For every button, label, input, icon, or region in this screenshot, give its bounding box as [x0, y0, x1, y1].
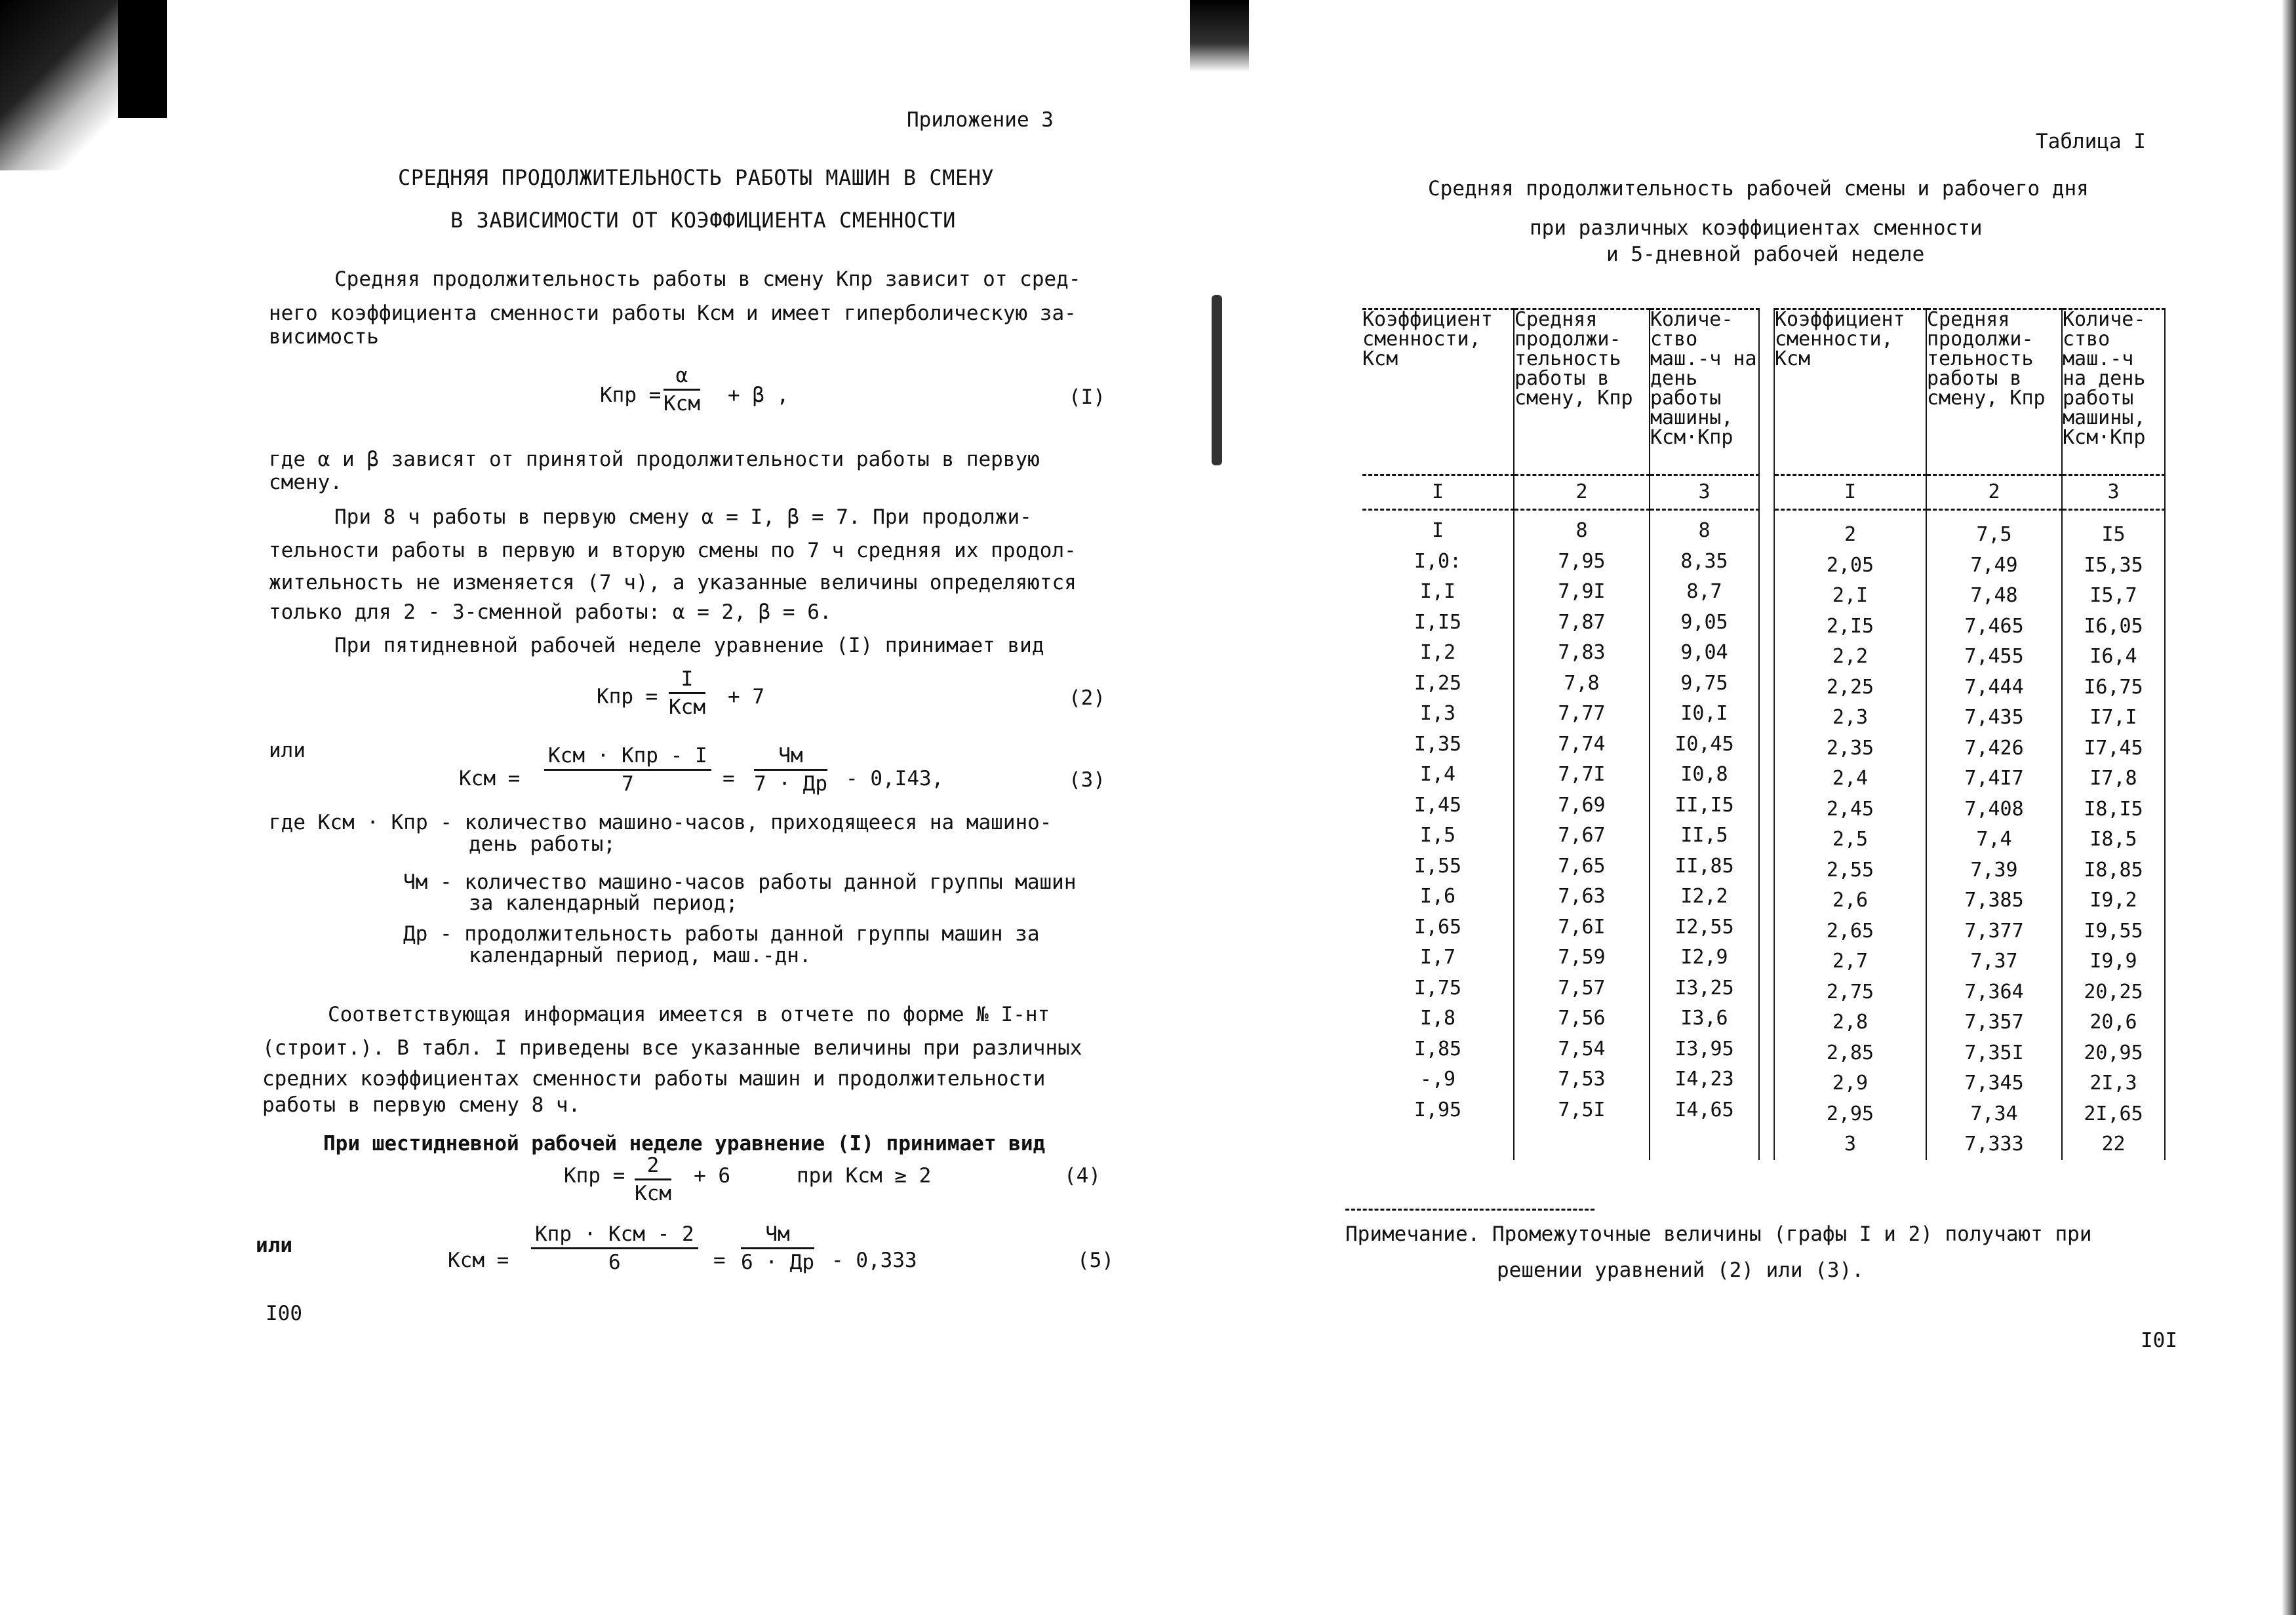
table-cell: I6,4	[2089, 645, 2137, 668]
page-number-left: I00	[266, 1302, 302, 1325]
table-cell: I,3	[1419, 702, 1456, 725]
paragraph-1-line-1: Средняя продолжительность работы в смену Кпр зависит от сред-	[334, 267, 1081, 291]
table-cell: I9,9	[2089, 950, 2137, 973]
paragraph-5-line-2: (строит.). В табл. I приведены все указанные величины при различных	[262, 1036, 1082, 1060]
table-cell: 7,8	[1564, 671, 1600, 695]
paragraph-3-line-3: жительность не изменяется (7 ч), а указанные величины определяются	[269, 571, 1077, 594]
formula-5-rest: - 0,333	[831, 1249, 917, 1272]
paragraph-5-line-3: средних коэффициентах сменности работы машин и продолжительности	[262, 1067, 1046, 1091]
binding-mark	[1212, 295, 1222, 465]
formula-3-denominator-2: 7 · Др	[754, 772, 827, 796]
formula-1-numerator: α	[663, 364, 700, 391]
col-number: 3	[1650, 475, 1759, 510]
formula-3-numerator-2: Чм	[754, 744, 827, 771]
definition-3-line-1: Др - продолжительность работы данной группы машин за	[403, 922, 1040, 946]
definition-2-line-2: за календарный период;	[469, 891, 738, 915]
formula-1-rest: + β ,	[728, 383, 789, 407]
table-cell: I	[1431, 519, 1444, 542]
table-cell: 7,4I7	[1964, 767, 2024, 790]
table-cell: II,85	[1674, 854, 1734, 878]
table-cell: I,7	[1419, 946, 1456, 969]
header-hours-2: Количе- ство маш.-ч на день работы машины, Ксм·Кпр	[2062, 309, 2165, 475]
paragraph-3-line-4: только для 2 - 3-сменной работы: α = 2, β = 6.	[269, 600, 832, 624]
table-cell: I8,I5	[2084, 797, 2143, 821]
header-coef-2: Коэффициент сменности, Ксм	[1774, 309, 1927, 475]
table-cell: I2,9	[1680, 946, 1728, 969]
paragraph-1-line-3: висимость	[269, 325, 379, 349]
formula-3-denominator-1: 7	[621, 772, 634, 796]
table-cell: I5,7	[2089, 584, 2137, 607]
table-cell: 2,25	[1826, 675, 1874, 699]
table-label: Таблица I	[2036, 130, 2146, 153]
table-cell: I,2	[1419, 641, 1456, 664]
right-page	[1285, 0, 2295, 1615]
formula-2-numerator: I	[669, 667, 705, 694]
table-cell: I,35	[1414, 732, 1462, 756]
table-cell: 2,I5	[1826, 614, 1874, 638]
table-cell: 2,6	[1832, 889, 1869, 912]
table-cell: I,85	[1414, 1037, 1462, 1060]
formula-5-numerator-1: Кпр · Ксм - 2	[531, 1222, 698, 1249]
table-cell: I,75	[1414, 976, 1462, 1000]
table-cell: I5,35	[2084, 553, 2143, 577]
table-cell: 20,6	[2089, 1011, 2137, 1034]
table-cell: 7,56	[1558, 1007, 1606, 1030]
table-cell: II,5	[1680, 824, 1728, 847]
table-cell: 9,04	[1680, 641, 1728, 664]
formula-3-fraction-2	[754, 744, 827, 796]
table-cell: 7,408	[1964, 797, 2024, 821]
table-cell: I5	[2101, 523, 2126, 546]
formula-3-fraction-1	[544, 744, 711, 796]
formula-5-lhs: Ксм =	[448, 1249, 509, 1272]
column-coef-1	[1362, 510, 1514, 1160]
column-duration-1	[1514, 510, 1650, 1160]
table-cell: 7,377	[1964, 919, 2024, 943]
table-cell: I8,85	[2084, 858, 2143, 882]
paragraph-5-line-4: работы в первую смену 8 ч.	[262, 1093, 581, 1117]
formula-5-numerator-2: Чм	[741, 1222, 814, 1249]
table-cell: 2,4	[1832, 767, 1869, 790]
col-number: 3	[2062, 475, 2165, 510]
table-cell: I4,23	[1674, 1068, 1734, 1091]
table-cell: 8	[1575, 519, 1588, 542]
table-cell: 2,2	[1832, 645, 1869, 668]
column-coef-2	[1774, 510, 1927, 1160]
table-cell: 7,83	[1558, 641, 1606, 664]
formula-3-rest: - 0,I43,	[846, 767, 944, 790]
table-cell: 8	[1698, 519, 1711, 542]
table-cell: 7,59	[1558, 946, 1606, 969]
table-body	[1362, 510, 2165, 1160]
table-cell: 7,435	[1964, 706, 2024, 729]
table-cell: 7,9I	[1558, 580, 1606, 603]
definition-3-line-2: календарный период, маш.-дн.	[469, 944, 812, 967]
table-cell: 7,87	[1558, 610, 1606, 634]
table-cell: 7,49	[1970, 553, 2018, 577]
paragraph-5-line-1: Соответствующая информация имеется в отчете по форме № I-нт	[328, 1003, 1050, 1026]
formula-2-fraction	[669, 667, 705, 719]
formula-2-denominator: Ксм	[669, 695, 705, 719]
table-cell: 2,95	[1826, 1102, 1874, 1125]
paragraph-3-line-2: тельности работы в первую и вторую смены по 7 ч средняя их продол-	[269, 539, 1077, 562]
table-cell: 2I,3	[2089, 1072, 2137, 1095]
table-cell: 2,35	[1826, 736, 1874, 760]
table-cell: I9,55	[2084, 919, 2143, 943]
table-cell: 7,74	[1558, 732, 1606, 756]
table-cell: 7,426	[1964, 736, 2024, 760]
table-cell: 7,5I	[1558, 1098, 1606, 1121]
page-title-line-1: СРЕДНЯЯ ПРОДОЛЖИТЕЛЬНОСТЬ РАБОТЫ МАШИН В СМЕНУ	[398, 165, 995, 190]
col-number: I	[1362, 475, 1514, 510]
formula-4-fraction	[635, 1154, 671, 1205]
definition-1-line-1: где Ксм · Кпр - количество машино-часов, приходящееся на машино-	[269, 811, 1052, 834]
formula-5-fraction-2	[741, 1222, 814, 1274]
appendix-label: Приложение 3	[907, 108, 1054, 132]
note-separator	[1345, 1209, 1594, 1211]
table-cell: I9,2	[2089, 889, 2137, 912]
table-cell: 2,7	[1832, 950, 1869, 973]
table-cell: 7,444	[1964, 675, 2024, 699]
table-cell: 3	[1844, 1133, 1857, 1156]
header-duration-1: Средняя продолжи- тельность работы в смену, Кпр	[1514, 309, 1650, 475]
formula-1-denominator: Ксм	[663, 392, 700, 416]
table-cell: 2,8	[1832, 1011, 1869, 1034]
table-cell: I,65	[1414, 915, 1462, 939]
table-cell: I0,I	[1680, 702, 1728, 725]
table-cell: 2,9	[1832, 1072, 1869, 1095]
table-cell: I3,95	[1674, 1037, 1734, 1060]
formula-5-fraction-1	[531, 1222, 698, 1274]
table-cell: I3,25	[1674, 976, 1734, 1000]
paragraph-4-line-1: При пятидневной рабочей неделе уравнение (I) принимает вид	[334, 634, 1044, 657]
table-cell: 7,48	[1970, 584, 2018, 607]
table-cell: 7,54	[1558, 1037, 1606, 1060]
table-title-line-3: и 5-дневной рабочей неделе	[1606, 243, 1925, 266]
table-cell: I,45	[1414, 793, 1462, 817]
table-cell: I8,5	[2089, 828, 2137, 851]
note-line-2: решении уравнений (2) или (3).	[1497, 1258, 1864, 1282]
table-cell: 20,25	[2084, 980, 2143, 1003]
table-cell: 2,65	[1826, 919, 1874, 943]
table-cell: 8,7	[1686, 580, 1722, 603]
table-cell: 7,5	[1976, 523, 2012, 546]
data-table	[1362, 308, 2166, 1160]
table-cell: I7,I	[2089, 706, 2137, 729]
formula-2-lhs: Кпр =	[597, 685, 658, 709]
scan-shadow-left-strip	[118, 0, 167, 118]
table-cell: I2,2	[1680, 885, 1728, 908]
table-cell: 2	[1844, 523, 1857, 546]
table-cell: 7,95	[1558, 549, 1606, 573]
formula-5-denominator-2: 6 · Др	[741, 1251, 814, 1274]
table-cell: -,9	[1419, 1068, 1456, 1091]
table-cell: 7,63	[1558, 885, 1606, 908]
formula-4-rest: + 6	[694, 1164, 730, 1188]
table-cell: I,4	[1419, 763, 1456, 786]
formula-4-lhs: Кпр =	[564, 1164, 625, 1188]
formula-4-number: (4)	[1064, 1164, 1101, 1188]
table-cell: 7,385	[1964, 889, 2024, 912]
definition-2-line-1: Чм - количество машино-часов работы данной группы машин	[403, 870, 1077, 894]
formula-4-condition: при Ксм ≥ 2	[797, 1164, 932, 1188]
column-hours-2	[2062, 510, 2165, 1160]
table-cell: 7,67	[1558, 824, 1606, 847]
formula-1-lhs: Кпр =	[600, 383, 662, 407]
formula-3-lhs: Ксм =	[459, 767, 521, 790]
formula-3-equals: =	[722, 767, 735, 790]
or-label-2: или	[256, 1234, 292, 1257]
table-cell: 2,55	[1826, 858, 1874, 882]
col-number: I	[1774, 475, 1927, 510]
table-cell: 2,75	[1826, 980, 1874, 1003]
table-divider	[1759, 309, 1774, 475]
table-cell: 7,357	[1964, 1011, 2024, 1034]
formula-1-fraction	[663, 364, 700, 416]
formula-4-numerator: 2	[635, 1154, 671, 1180]
or-label-1: или	[269, 739, 306, 762]
table-cell: 9,05	[1680, 610, 1728, 634]
table-cell: I3,6	[1680, 1007, 1728, 1030]
table-cell: 7,6I	[1558, 915, 1606, 939]
table-cell: I,55	[1414, 854, 1462, 878]
scan-shadow-spine	[1190, 0, 1249, 72]
table-cell: 7,455	[1964, 645, 2024, 668]
table-cell: 7,345	[1964, 1072, 2024, 1095]
table-cell: I6,05	[2084, 614, 2143, 638]
table-cell: 7,53	[1558, 1068, 1606, 1091]
table-cell: 2I,65	[2084, 1102, 2143, 1125]
header-coef-1: Коэффициент сменности, Ксм	[1362, 309, 1514, 475]
table-cell: 2,45	[1826, 797, 1874, 821]
table-divider	[1759, 510, 1774, 1160]
left-page	[164, 0, 1174, 1615]
formula-2-number: (2)	[1069, 686, 1105, 710]
paragraph-1-line-2: него коэффициента сменности работы Ксм и имеет гиперболическую за-	[269, 302, 1077, 325]
table-cell: I7,45	[2084, 736, 2143, 760]
col-number: 2	[1926, 475, 2062, 510]
table-cell: 22	[2101, 1133, 2126, 1156]
table-cell: 2,5	[1832, 828, 1869, 851]
table-cell: 7,364	[1964, 980, 2024, 1003]
table-title-line-2: при различных коэффициентах сменности	[1530, 216, 1983, 240]
table-cell: 2,I	[1832, 584, 1869, 607]
paragraph-3-line-1: При 8 ч работы в первую смену α = I, β = 7. При продолжи-	[334, 505, 1032, 529]
paragraph-2-line-1: где α и β зависят от принятой продолжительности работы в первую	[269, 448, 1040, 471]
formula-5-denominator-1: 6	[608, 1251, 621, 1274]
table-cell: I,25	[1414, 671, 1462, 695]
table-cell: 7,465	[1964, 614, 2024, 638]
table-cell: I,8	[1419, 1007, 1456, 1030]
formula-5-equals: =	[713, 1249, 726, 1272]
table-cell: I0,8	[1680, 763, 1728, 786]
table-cell: 7,333	[1964, 1133, 2024, 1156]
table-cell: 2,05	[1826, 553, 1874, 577]
table-cell: I6,75	[2084, 675, 2143, 699]
formula-3-numerator-1: Ксм · Кпр - I	[544, 744, 711, 771]
table-cell: I7,8	[2089, 767, 2137, 790]
formula-2-rest: + 7	[728, 685, 764, 709]
table-cell: I,5	[1419, 824, 1456, 847]
table-cell: 7,4	[1976, 828, 2012, 851]
table-cell: 7,69	[1558, 793, 1606, 817]
table-cell: I,95	[1414, 1098, 1462, 1121]
paragraph-2-line-2: смену.	[269, 471, 342, 494]
page-title-line-2: В ЗАВИСИМОСТИ ОТ КОЭФФИЦИЕНТА СМЕННОСТИ	[450, 208, 956, 233]
table-cell: 20,95	[2084, 1041, 2143, 1064]
column-hours-1	[1650, 510, 1759, 1160]
table-cell: II,I5	[1674, 793, 1734, 817]
page-number-right: I0I	[2141, 1329, 2177, 1352]
table-cell: 7,35I	[1964, 1041, 2024, 1064]
formula-3-number: (3)	[1069, 768, 1105, 792]
table-cell: 9,75	[1680, 671, 1728, 695]
table-title-line-1: Средняя продолжительность рабочей смены и рабочего дня	[1428, 177, 2089, 201]
col-number: 2	[1514, 475, 1650, 510]
header-duration-2: Средняя продолжи- тельность работы в смену, Кпр	[1926, 309, 2062, 475]
table-cell: 7,65	[1558, 854, 1606, 878]
formula-5-number: (5)	[1077, 1249, 1114, 1272]
table-divider	[1759, 475, 1774, 510]
table-cell: I,I	[1419, 580, 1456, 603]
paragraph-6-line-1: При шестидневной рабочей неделе уравнение (I) принимает вид	[323, 1132, 1046, 1156]
table-cell: 7,57	[1558, 976, 1606, 1000]
formula-1-number: (I)	[1069, 385, 1105, 409]
table-cell: I,I5	[1414, 610, 1462, 634]
table-header-row	[1362, 309, 2165, 475]
table-cell: 7,34	[1970, 1102, 2018, 1125]
column-number-row	[1362, 475, 2165, 510]
table-cell: 2,3	[1832, 706, 1869, 729]
table-cell: 7,39	[1970, 858, 2018, 882]
table-cell: 2,85	[1826, 1041, 1874, 1064]
note-line-1: Примечание. Промежуточные величины (графы I и 2) получают при	[1345, 1222, 2092, 1246]
table-cell: I2,55	[1674, 915, 1734, 939]
table-cell: 7,7I	[1558, 763, 1606, 786]
definition-1-line-2: день работы;	[469, 832, 616, 856]
formula-4-denominator: Ксм	[635, 1182, 671, 1205]
table-cell: I4,65	[1674, 1098, 1734, 1121]
table-cell: 8,35	[1680, 549, 1728, 573]
table-cell: 7,37	[1970, 950, 2018, 973]
table-cell: 7,77	[1558, 702, 1606, 725]
header-hours-1: Количе- ство маш.-ч на день работы машины, Ксм·Кпр	[1650, 309, 1759, 475]
table-cell: I0,45	[1674, 732, 1734, 756]
column-duration-2	[1926, 510, 2062, 1160]
table-cell: I,6	[1419, 885, 1456, 908]
table-cell: I,0:	[1414, 549, 1462, 573]
